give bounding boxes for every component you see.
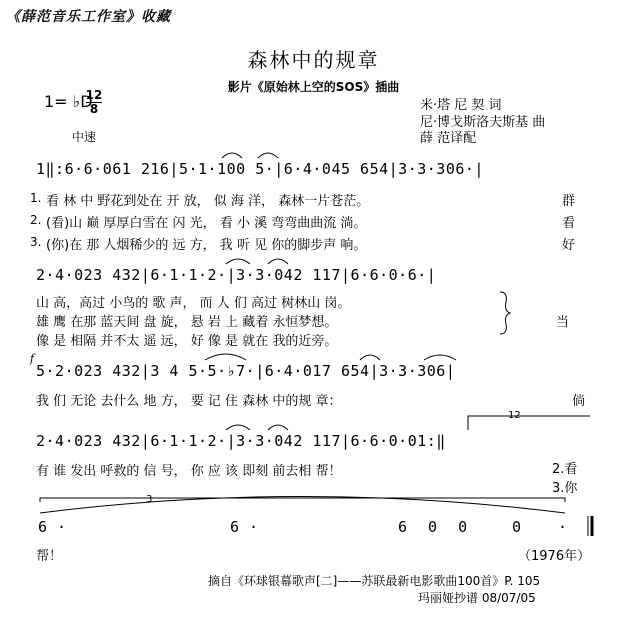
time-numerator: 12	[85, 88, 103, 102]
lyricist-credit: 米·塔 尼 契 词	[420, 98, 502, 113]
slur	[226, 259, 250, 264]
verse-brace	[500, 292, 510, 334]
row-1-lyric-verse-2-pickup: 看	[562, 216, 576, 231]
row-3-lyric: 我 们 无论 去什么 地 方， 要 记 住 森林 中的规 章：	[36, 394, 342, 409]
score-row-4-notes: 2·4·023 432|6·1·1·2·|3·3·042 117|6·6·0·01:‖	[36, 432, 446, 450]
slur	[424, 355, 456, 360]
final-note-4: 0 ·	[512, 518, 582, 536]
slur	[360, 355, 380, 360]
final-note-3: 6 0 0	[398, 518, 474, 536]
row-2-lyric-verse-1: 山 高，高过 小鸟的 歌 声， 而 人 们 高过 树林山 岗。	[36, 296, 351, 311]
slur	[268, 259, 288, 264]
row-1-lyric-verse-3: (你)在 那 人烟稀少的 远 方， 我 听 见 你的脚步声 响。	[46, 238, 367, 253]
slur	[268, 425, 288, 430]
final-note-2: 6 ·	[230, 518, 259, 536]
source-citation: 摘自《环球银幕歌声[二]——苏联最新电影歌曲100首》P. 105	[208, 574, 541, 588]
slur	[226, 425, 250, 430]
score-row-2-notes: 2·4·023 432|6·1·1·2·|3·3·042 117|6·6·0·6·|	[36, 266, 437, 284]
composition-year: （1976年）	[518, 549, 591, 564]
slur	[222, 153, 242, 158]
row-5-lyric: 帮！	[36, 549, 63, 564]
verse-3-number: 3.	[30, 235, 42, 249]
row-4-lyric: 有 谁 发出 呼救的 信 号， 你 应 该 即刻 前去相 帮！	[36, 464, 342, 479]
slur	[205, 354, 246, 360]
song-subtitle: 影片《原始林上空的SOS》插曲	[227, 80, 400, 94]
final-note-1: 6 ·	[38, 518, 67, 536]
row-3-lyric-pickup: 倘	[572, 394, 586, 409]
song-title: 森林中的规章	[247, 48, 380, 72]
row-1-lyric-verse-1: 看 林 中 野花到处在 开 放， 似 海 洋， 森林一片苍茫。	[46, 194, 370, 209]
slur	[258, 153, 278, 158]
row-2-lyric-verse-2-pickup: 当	[556, 315, 570, 330]
dynamic-forte-marking: f	[30, 352, 35, 365]
volta-bracket-label: 12	[508, 410, 521, 421]
score-row-1-notes: 1‖:6·6·061 216|5·1·100 5·|6·4·045 654|3·3·306·|	[36, 160, 484, 178]
verse-2-number: 2.	[30, 213, 42, 227]
tempo-marking: 中速	[72, 130, 97, 144]
score-row-3-notes: 5·2·023 432|3 4 5·5·♭7·|6·4·017 654|3·3·306|	[36, 362, 456, 380]
long-tie	[40, 497, 565, 514]
key-signature: 1= ♭D	[44, 92, 93, 111]
volta-verse-2-label: 2.看	[552, 462, 578, 477]
collection-header: 《薛范音乐工作室》收藏	[6, 9, 171, 25]
row-2-lyric-verse-2: 雄 鹰 在那 蓝天间 盘 旋， 悬 岩 上 藏着 永恒梦想。	[36, 315, 338, 330]
row-1-lyric-verse-3-pickup: 好	[562, 238, 576, 253]
copyist-credit: 玛丽娅抄谱 08/07/05	[418, 591, 536, 605]
triplet-bracket	[40, 498, 565, 502]
volta-verse-3-label: 3.你	[552, 481, 578, 496]
volta-bracket	[468, 416, 590, 430]
composer-credit: 尼·博戈斯洛夫斯基 曲	[420, 115, 546, 130]
translator-credit: 薛 范译配	[420, 131, 477, 146]
time-denominator: 8	[89, 102, 99, 116]
row-1-lyric-verse-1-pickup: 群	[562, 194, 576, 209]
row-1-lyric-verse-2: (看)山 巅 厚厚白雪在 闪 光， 看 小 溪 弯弯曲曲流 淌。	[46, 216, 367, 231]
verse-1-number: 1.	[30, 191, 42, 205]
triplet-number: 3	[146, 494, 153, 505]
row-2-lyric-verse-3: 像 是 相隔 并不太 遥 远， 好 像 是 就在 我的近旁。	[36, 334, 338, 349]
